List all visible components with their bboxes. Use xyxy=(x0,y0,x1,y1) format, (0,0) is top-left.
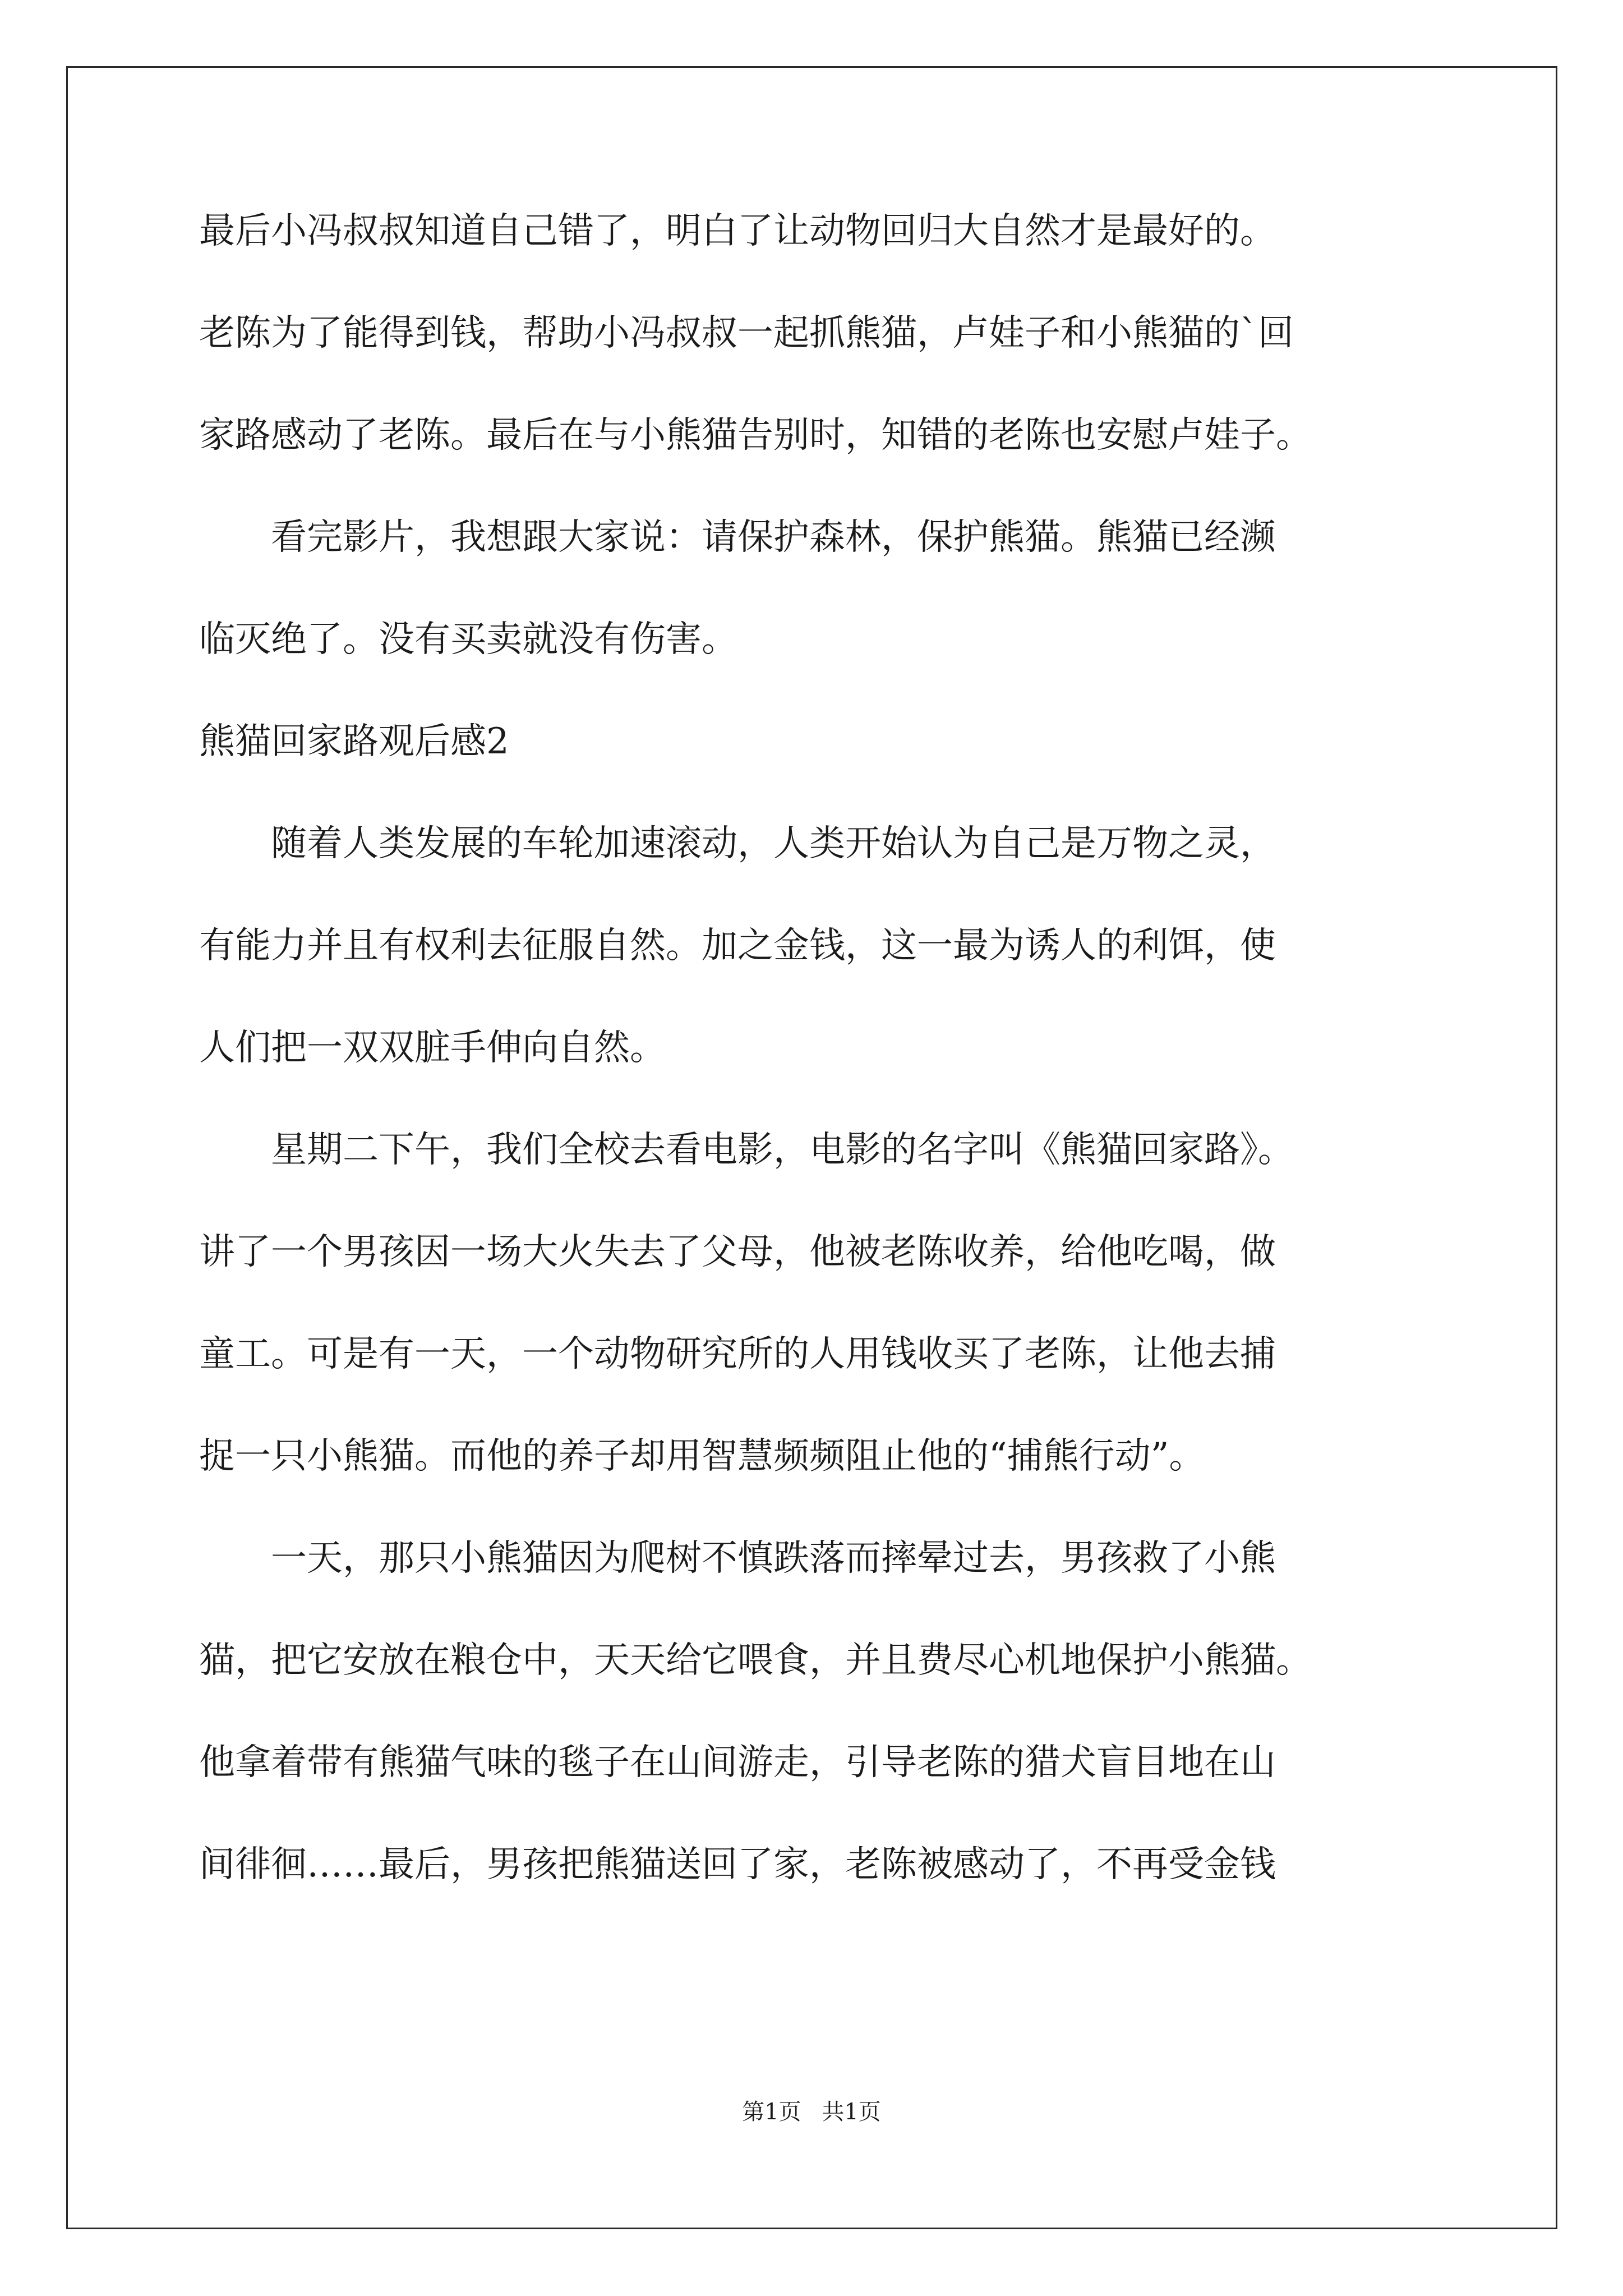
body-line: 有能力并且有权利去征服自然。加之金钱，这一最为诱人的利饵，使 xyxy=(199,925,1276,967)
body-line: 随着人类发展的车轮加速滚动，人类开始认为自己是万物之灵， xyxy=(199,823,1276,864)
page-number-total: 共1页 xyxy=(822,2099,881,2125)
body-line: 人们把一双双脏手伸向自然。 xyxy=(199,1027,666,1069)
body-line: 星期二下午，我们全校去看电影，电影的名字叫《熊猫回家路》。 xyxy=(199,1129,1294,1171)
body-line: 家路感动了老陈。最后在与小熊猫告别时，知错的老陈也安慰卢娃子。 xyxy=(199,415,1312,456)
body-line: 捉一只小熊猫。而他的养子却用智慧频频阻止他的“捕熊行动”。 xyxy=(199,1435,1205,1477)
page-number-current: 第1页 xyxy=(742,2099,801,2125)
body-line: 他拿着带有熊猫气味的毯子在山间游走，引导老陈的猎犬盲目地在山 xyxy=(199,1742,1276,1783)
page-footer xyxy=(0,2101,1623,2123)
body-line: 间徘徊……最后，男孩把熊猫送回了家，老陈被感动了，不再受金钱 xyxy=(199,1844,1276,1885)
body-line: 老陈为了能得到钱，帮助小冯叔叔一起抓熊猫，卢娃子和小熊猫的`回 xyxy=(199,312,1294,354)
body-line: 临灭绝了。没有买卖就没有伤害。 xyxy=(199,619,737,660)
section-heading: 熊猫回家路观后感2 xyxy=(199,721,509,762)
body-line: 讲了一个男孩因一场大火失去了父母，他被老陈收养，给他吃喝，做 xyxy=(199,1231,1276,1273)
body-line: 最后小冯叔叔知道自己错了，明白了让动物回归大自然才是最好的。 xyxy=(199,210,1276,252)
body-line: 童工。可是有一天，一个动物研究所的人用钱收买了老陈，让他去捕 xyxy=(199,1333,1276,1375)
body-line: 猫，把它安放在粮仓中，天天给它喂食，并且费尽心机地保护小熊猫。 xyxy=(199,1640,1312,1681)
body-line: 看完影片，我想跟大家说：请保护森林，保护熊猫。熊猫已经濒 xyxy=(199,517,1276,558)
body-line: 一天，那只小熊猫因为爬树不慎跌落而摔晕过去，男孩救了小熊 xyxy=(199,1538,1276,1579)
